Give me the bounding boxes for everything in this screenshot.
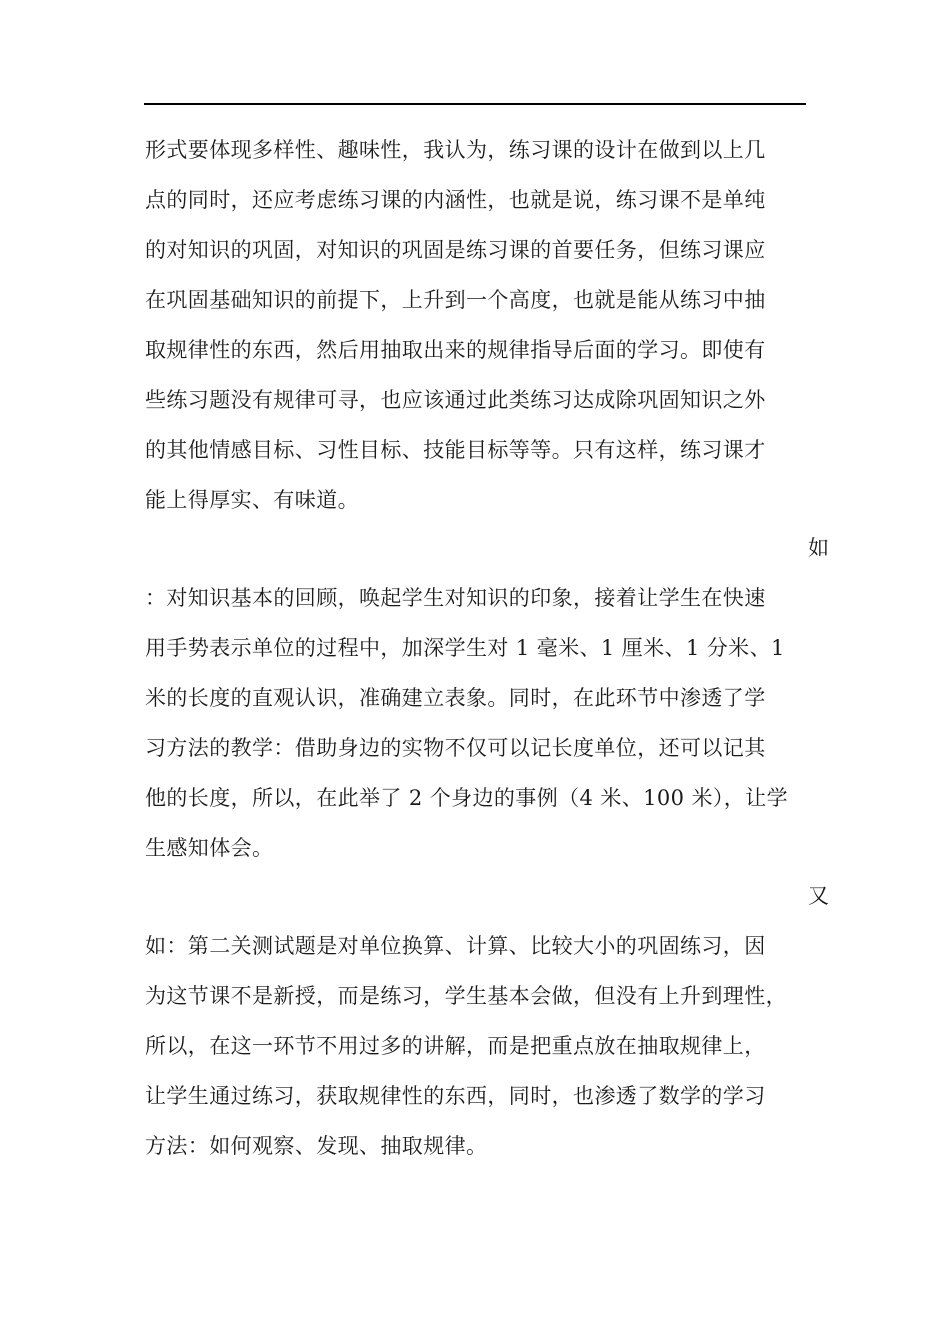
- paragraph-2-lead: 如: [808, 536, 829, 560]
- paragraph-3-lead: 又: [808, 884, 829, 908]
- paragraph-3-line-1: 如：第二关测试题是对单位换算、计算、比较大小的巩固练习，因: [145, 934, 766, 958]
- paragraph-1-line-3: 的对知识的巩固，对知识的巩固是练习课的首要任务，但练习课应: [145, 238, 766, 262]
- paragraph-2-line-1: ：对知识基本的回顾，唤起学生对知识的印象，接着让学生在快速: [145, 586, 766, 610]
- paragraph-2-line-5: 他的长度，所以，在此举了 2 个身边的事例（4 米、100 米），让学: [145, 786, 789, 810]
- paragraph-3-line-3: 所以，在这一环节不用过多的讲解，而是把重点放在抽取规律上，: [145, 1034, 766, 1058]
- paragraph-2-line-2: 用手势表示单位的过程中，加深学生对 1 毫米、1 厘米、1 分米、1: [145, 636, 785, 660]
- paragraph-1-line-7: 的其他情感目标、习性目标、技能目标等等。只有这样，练习课才: [145, 438, 766, 462]
- paragraph-1-line-4: 在巩固基础知识的前提下，上升到一个高度，也就是能从练习中抽: [145, 288, 766, 312]
- paragraph-2-line-3: 米的长度的直观认识，准确建立表象。同时，在此环节中渗透了学: [145, 686, 766, 710]
- paragraph-1-line-6: 些练习题没有规律可寻，也应该通过此类练习达成除巩固知识之外: [145, 388, 766, 412]
- paragraph-1-line-8: 能上得厚实、有味道。: [145, 488, 359, 512]
- paragraph-2-line-4: 习方法的教学：借助身边的实物不仅可以记长度单位，还可以记其: [145, 736, 766, 760]
- paragraph-1-line-5: 取规律性的东西，然后用抽取出来的规律指导后面的学习。即使有: [145, 338, 766, 362]
- paragraph-3-line-2: 为这节课不是新授，而是练习，学生基本会做，但没有上升到理性，: [145, 984, 787, 1008]
- header-rule: [144, 103, 806, 105]
- paragraph-2-line-6: 生感知体会。: [145, 836, 274, 860]
- paragraph-1-line-2: 点的同时，还应考虑练习课的内涵性，也就是说，练习课不是单纯: [145, 188, 766, 212]
- paragraph-3-line-5: 方法：如何观察、发现、抽取规律。: [145, 1134, 488, 1158]
- paragraph-3-line-4: 让学生通过练习，获取规律性的东西，同时，也渗透了数学的学习: [145, 1084, 766, 1108]
- paragraph-1-line-1: 形式要体现多样性、趣味性，我认为，练习课的设计在做到以上几: [145, 138, 766, 162]
